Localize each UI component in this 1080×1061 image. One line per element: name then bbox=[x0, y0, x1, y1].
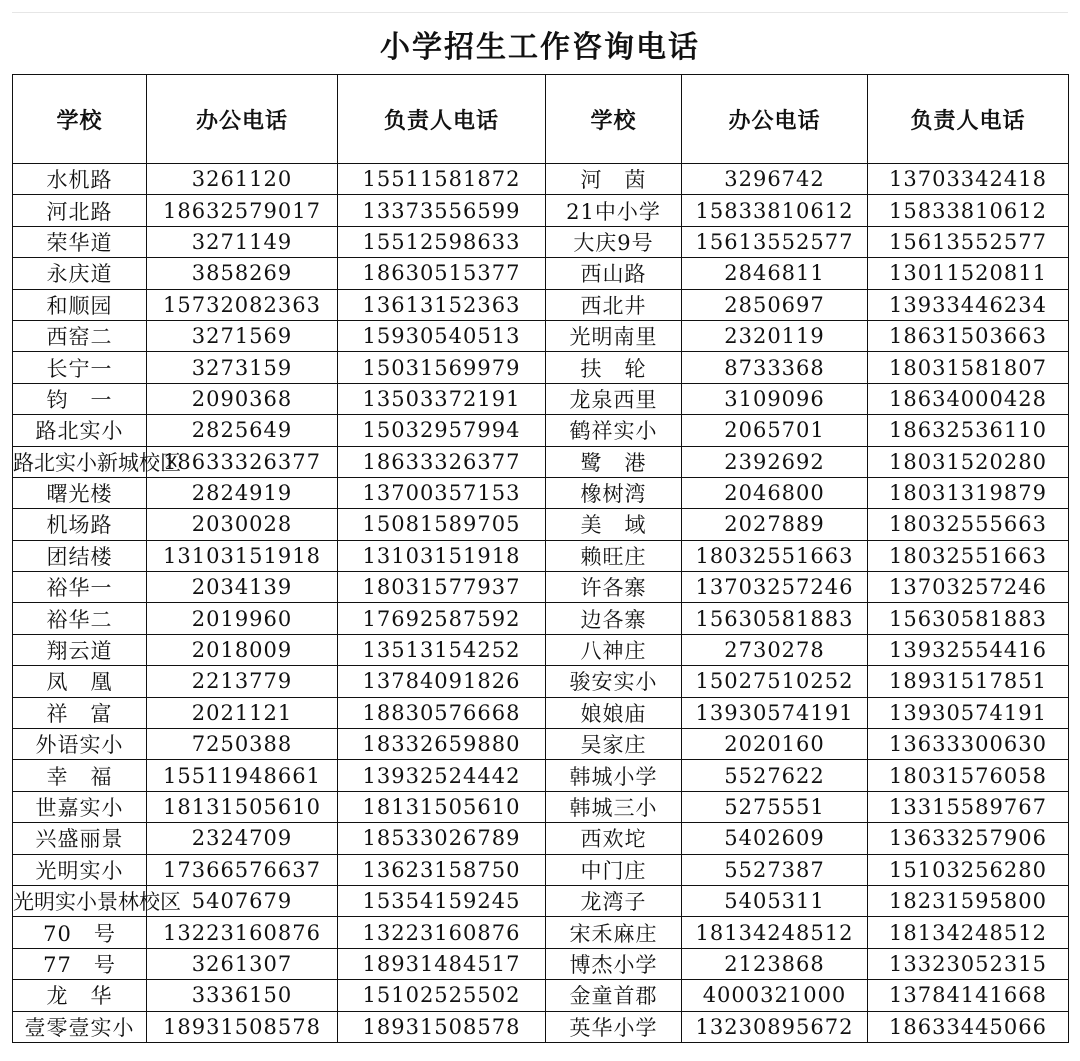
cell-contact-phone-right: 18634000428 bbox=[868, 383, 1069, 414]
cell-contact-phone-left: 15081589705 bbox=[338, 509, 546, 540]
cell-contact-phone-right: 18031576058 bbox=[868, 760, 1069, 791]
cell-school-right: 大庆9号 bbox=[546, 226, 682, 257]
table-row bbox=[13, 980, 1069, 1011]
table-row bbox=[13, 885, 1069, 916]
table-row bbox=[13, 195, 1069, 226]
header-row bbox=[13, 75, 1069, 164]
header-office-right: 办公电话 bbox=[682, 75, 868, 164]
cell-contact-phone-left: 15512598633 bbox=[338, 226, 546, 257]
cell-office-phone-left: 2034139 bbox=[147, 572, 338, 603]
cell-school-right: 西北井 bbox=[546, 289, 682, 320]
cell-office-phone-right: 15027510252 bbox=[682, 666, 868, 697]
cell-school-left: 兴盛丽景 bbox=[13, 823, 147, 854]
cell-office-phone-right: 15630581883 bbox=[682, 603, 868, 634]
table-row bbox=[13, 352, 1069, 383]
cell-office-phone-right: 5402609 bbox=[682, 823, 868, 854]
cell-office-phone-left: 2018009 bbox=[147, 634, 338, 665]
cell-office-phone-right: 2846811 bbox=[682, 258, 868, 289]
cell-school-left: 世嘉实小 bbox=[13, 791, 147, 822]
cell-contact-phone-left: 18931484517 bbox=[338, 948, 546, 979]
cell-office-phone-left: 3261307 bbox=[147, 948, 338, 979]
cell-office-phone-right: 3109096 bbox=[682, 383, 868, 414]
table-row bbox=[13, 697, 1069, 728]
cell-office-phone-left: 17366576637 bbox=[147, 854, 338, 885]
cell-contact-phone-left: 15354159245 bbox=[338, 885, 546, 916]
cell-contact-phone-left: 13932524442 bbox=[338, 760, 546, 791]
cell-office-phone-left: 2324709 bbox=[147, 823, 338, 854]
cell-office-phone-left: 13103151918 bbox=[147, 540, 338, 571]
cell-school-right: 扶 轮 bbox=[546, 352, 682, 383]
cell-office-phone-left: 15511948661 bbox=[147, 760, 338, 791]
cell-contact-phone-right: 15630581883 bbox=[868, 603, 1069, 634]
cell-office-phone-left: 18633326377 bbox=[147, 446, 338, 477]
cell-office-phone-left: 18131505610 bbox=[147, 791, 338, 822]
table-row bbox=[13, 572, 1069, 603]
cell-contact-phone-right: 13932554416 bbox=[868, 634, 1069, 665]
cell-office-phone-left: 7250388 bbox=[147, 729, 338, 760]
cell-school-right: 八神庄 bbox=[546, 634, 682, 665]
cell-contact-phone-right: 13323052315 bbox=[868, 948, 1069, 979]
cell-school-right: 边各寨 bbox=[546, 603, 682, 634]
table-row bbox=[13, 729, 1069, 760]
cell-office-phone-right: 2020160 bbox=[682, 729, 868, 760]
cell-office-phone-right: 2730278 bbox=[682, 634, 868, 665]
cell-school-left: 荣华道 bbox=[13, 226, 147, 257]
cell-school-left: 钧 一 bbox=[13, 383, 147, 414]
cell-office-phone-left: 2021121 bbox=[147, 697, 338, 728]
cell-contact-phone-right: 13703342418 bbox=[868, 164, 1069, 195]
cell-office-phone-right: 15613552577 bbox=[682, 226, 868, 257]
cell-school-left: 壹零壹实小 bbox=[13, 1011, 147, 1042]
table-row bbox=[13, 603, 1069, 634]
cell-school-right: 赖旺庄 bbox=[546, 540, 682, 571]
cell-contact-phone-left: 13784091826 bbox=[338, 666, 546, 697]
cell-school-left: 凤 凰 bbox=[13, 666, 147, 697]
cell-office-phone-left: 13223160876 bbox=[147, 917, 338, 948]
table-row bbox=[13, 854, 1069, 885]
cell-school-right: 鹤祥实小 bbox=[546, 415, 682, 446]
cell-school-left: 祥 富 bbox=[13, 697, 147, 728]
cell-contact-phone-left: 13503372191 bbox=[338, 383, 546, 414]
document-sheet bbox=[12, 12, 1068, 1052]
cell-office-phone-right: 15833810612 bbox=[682, 195, 868, 226]
table-body bbox=[13, 164, 1069, 1043]
cell-office-phone-right: 2065701 bbox=[682, 415, 868, 446]
cell-office-phone-left: 2213779 bbox=[147, 666, 338, 697]
cell-office-phone-left: 2019960 bbox=[147, 603, 338, 634]
cell-office-phone-left: 2824919 bbox=[147, 477, 338, 508]
cell-contact-phone-right: 18032551663 bbox=[868, 540, 1069, 571]
cell-school-right: 博杰小学 bbox=[546, 948, 682, 979]
cell-school-right: 韩城小学 bbox=[546, 760, 682, 791]
cell-school-left: 裕华一 bbox=[13, 572, 147, 603]
cell-school-right: 河 茵 bbox=[546, 164, 682, 195]
cell-office-phone-right: 18032551663 bbox=[682, 540, 868, 571]
table-row bbox=[13, 258, 1069, 289]
cell-office-phone-right: 13703257246 bbox=[682, 572, 868, 603]
cell-school-left: 70 号 bbox=[13, 917, 147, 948]
cell-school-left: 西窑二 bbox=[13, 320, 147, 351]
table-row bbox=[13, 791, 1069, 822]
cell-contact-phone-right: 18031319879 bbox=[868, 477, 1069, 508]
cell-school-left: 长宁一 bbox=[13, 352, 147, 383]
cell-contact-phone-left: 18633326377 bbox=[338, 446, 546, 477]
cell-school-right: 宋禾麻庄 bbox=[546, 917, 682, 948]
table-row bbox=[13, 509, 1069, 540]
table-row bbox=[13, 823, 1069, 854]
cell-contact-phone-left: 18332659880 bbox=[338, 729, 546, 760]
cell-school-left: 水机路 bbox=[13, 164, 147, 195]
cell-school-right: 鹭 港 bbox=[546, 446, 682, 477]
cell-contact-phone-left: 15032957994 bbox=[338, 415, 546, 446]
table-row bbox=[13, 634, 1069, 665]
table-row bbox=[13, 760, 1069, 791]
table-row bbox=[13, 1011, 1069, 1042]
cell-office-phone-left: 3336150 bbox=[147, 980, 338, 1011]
cell-contact-phone-right: 15103256280 bbox=[868, 854, 1069, 885]
cell-office-phone-right: 5527387 bbox=[682, 854, 868, 885]
cell-office-phone-left: 2090368 bbox=[147, 383, 338, 414]
cell-school-left: 永庆道 bbox=[13, 258, 147, 289]
cell-school-left: 外语实小 bbox=[13, 729, 147, 760]
cell-contact-phone-right: 13633300630 bbox=[868, 729, 1069, 760]
cell-office-phone-right: 5275551 bbox=[682, 791, 868, 822]
cell-office-phone-right: 2320119 bbox=[682, 320, 868, 351]
cell-office-phone-right: 2850697 bbox=[682, 289, 868, 320]
cell-school-left: 裕华二 bbox=[13, 603, 147, 634]
cell-school-left: 龙 华 bbox=[13, 980, 147, 1011]
cell-contact-phone-right: 13315589767 bbox=[868, 791, 1069, 822]
cell-school-left: 路北实小新城校区 bbox=[13, 446, 147, 477]
cell-school-right: 龙湾子 bbox=[546, 885, 682, 916]
cell-office-phone-left: 3271149 bbox=[147, 226, 338, 257]
cell-contact-phone-right: 13933446234 bbox=[868, 289, 1069, 320]
cell-contact-phone-right: 18931517851 bbox=[868, 666, 1069, 697]
cell-school-left: 曙光楼 bbox=[13, 477, 147, 508]
cell-office-phone-left: 5407679 bbox=[147, 885, 338, 916]
cell-contact-phone-left: 17692587592 bbox=[338, 603, 546, 634]
cell-school-right: 西欢坨 bbox=[546, 823, 682, 854]
cell-school-right: 韩城三小 bbox=[546, 791, 682, 822]
header-contact-left: 负责人电话 bbox=[338, 75, 546, 164]
cell-contact-phone-right: 18031520280 bbox=[868, 446, 1069, 477]
cell-contact-phone-left: 13513154252 bbox=[338, 634, 546, 665]
cell-school-right: 吴家庄 bbox=[546, 729, 682, 760]
cell-school-right: 金童首郡 bbox=[546, 980, 682, 1011]
cell-office-phone-left: 18931508578 bbox=[147, 1011, 338, 1042]
cell-contact-phone-left: 13613152363 bbox=[338, 289, 546, 320]
table-row bbox=[13, 383, 1069, 414]
cell-contact-phone-left: 18031577937 bbox=[338, 572, 546, 603]
cell-office-phone-left: 3271569 bbox=[147, 320, 338, 351]
table-row bbox=[13, 164, 1069, 195]
cell-contact-phone-right: 18134248512 bbox=[868, 917, 1069, 948]
cell-school-right: 龙泉西里 bbox=[546, 383, 682, 414]
header-school-right: 学校 bbox=[546, 75, 682, 164]
cell-school-right: 橡树湾 bbox=[546, 477, 682, 508]
cell-school-right: 英华小学 bbox=[546, 1011, 682, 1042]
cell-school-left: 77 号 bbox=[13, 948, 147, 979]
cell-school-left: 团结楼 bbox=[13, 540, 147, 571]
cell-school-left: 机场路 bbox=[13, 509, 147, 540]
cell-school-right: 许各寨 bbox=[546, 572, 682, 603]
table-row bbox=[13, 289, 1069, 320]
cell-contact-phone-right: 15613552577 bbox=[868, 226, 1069, 257]
table-row bbox=[13, 477, 1069, 508]
cell-office-phone-left: 3261120 bbox=[147, 164, 338, 195]
cell-school-left: 光明实小 bbox=[13, 854, 147, 885]
header-office-left: 办公电话 bbox=[147, 75, 338, 164]
phone-table bbox=[12, 74, 1069, 1043]
cell-office-phone-right: 8733368 bbox=[682, 352, 868, 383]
cell-contact-phone-right: 13930574191 bbox=[868, 697, 1069, 728]
cell-school-left: 光明实小景林校区 bbox=[13, 885, 147, 916]
cell-school-right: 西山路 bbox=[546, 258, 682, 289]
cell-contact-phone-left: 15102525502 bbox=[338, 980, 546, 1011]
cell-office-phone-right: 5527622 bbox=[682, 760, 868, 791]
table-row bbox=[13, 320, 1069, 351]
cell-contact-phone-right: 13784141668 bbox=[868, 980, 1069, 1011]
cell-contact-phone-left: 13223160876 bbox=[338, 917, 546, 948]
table-row bbox=[13, 948, 1069, 979]
cell-office-phone-left: 2030028 bbox=[147, 509, 338, 540]
cell-office-phone-right: 13230895672 bbox=[682, 1011, 868, 1042]
cell-office-phone-right: 2027889 bbox=[682, 509, 868, 540]
table-row bbox=[13, 226, 1069, 257]
cell-office-phone-right: 13930574191 bbox=[682, 697, 868, 728]
table-row bbox=[13, 446, 1069, 477]
cell-contact-phone-left: 13373556599 bbox=[338, 195, 546, 226]
cell-contact-phone-left: 13103151918 bbox=[338, 540, 546, 571]
table-row bbox=[13, 666, 1069, 697]
cell-office-phone-right: 4000321000 bbox=[682, 980, 868, 1011]
cell-school-right: 21中小学 bbox=[546, 195, 682, 226]
cell-contact-phone-left: 13623158750 bbox=[338, 854, 546, 885]
cell-contact-phone-left: 18131505610 bbox=[338, 791, 546, 822]
cell-office-phone-left: 3858269 bbox=[147, 258, 338, 289]
cell-contact-phone-left: 18630515377 bbox=[338, 258, 546, 289]
table-row bbox=[13, 917, 1069, 948]
cell-contact-phone-right: 15833810612 bbox=[868, 195, 1069, 226]
cell-school-left: 幸 福 bbox=[13, 760, 147, 791]
cell-contact-phone-right: 18632536110 bbox=[868, 415, 1069, 446]
cell-contact-phone-right: 13011520811 bbox=[868, 258, 1069, 289]
cell-contact-phone-right: 18032555663 bbox=[868, 509, 1069, 540]
cell-office-phone-right: 2392692 bbox=[682, 446, 868, 477]
cell-contact-phone-right: 18633445066 bbox=[868, 1011, 1069, 1042]
cell-contact-phone-left: 15031569979 bbox=[338, 352, 546, 383]
table-row bbox=[13, 415, 1069, 446]
cell-contact-phone-left: 15511581872 bbox=[338, 164, 546, 195]
cell-contact-phone-right: 13633257906 bbox=[868, 823, 1069, 854]
cell-school-right: 光明南里 bbox=[546, 320, 682, 351]
cell-contact-phone-right: 18031581807 bbox=[868, 352, 1069, 383]
header-contact-right: 负责人电话 bbox=[868, 75, 1069, 164]
cell-contact-phone-right: 13703257246 bbox=[868, 572, 1069, 603]
cell-office-phone-right: 2046800 bbox=[682, 477, 868, 508]
cell-school-right: 骏安实小 bbox=[546, 666, 682, 697]
cell-school-left: 路北实小 bbox=[13, 415, 147, 446]
table-row bbox=[13, 540, 1069, 571]
cell-contact-phone-left: 18931508578 bbox=[338, 1011, 546, 1042]
cell-school-left: 和顺园 bbox=[13, 289, 147, 320]
cell-contact-phone-right: 18231595800 bbox=[868, 885, 1069, 916]
cell-school-right: 美 域 bbox=[546, 509, 682, 540]
cell-office-phone-right: 2123868 bbox=[682, 948, 868, 979]
cell-school-left: 翔云道 bbox=[13, 634, 147, 665]
cell-contact-phone-left: 15930540513 bbox=[338, 320, 546, 351]
cell-school-right: 中门庄 bbox=[546, 854, 682, 885]
page-title: 小学招生工作咨询电话 bbox=[12, 12, 1068, 75]
cell-office-phone-right: 18134248512 bbox=[682, 917, 868, 948]
cell-office-phone-left: 15732082363 bbox=[147, 289, 338, 320]
cell-office-phone-right: 5405311 bbox=[682, 885, 868, 916]
cell-contact-phone-left: 18533026789 bbox=[338, 823, 546, 854]
cell-office-phone-left: 18632579017 bbox=[147, 195, 338, 226]
cell-contact-phone-right: 18631503663 bbox=[868, 320, 1069, 351]
cell-office-phone-left: 2825649 bbox=[147, 415, 338, 446]
cell-office-phone-right: 3296742 bbox=[682, 164, 868, 195]
cell-contact-phone-left: 18830576668 bbox=[338, 697, 546, 728]
cell-contact-phone-left: 13700357153 bbox=[338, 477, 546, 508]
cell-school-left: 河北路 bbox=[13, 195, 147, 226]
cell-school-right: 娘娘庙 bbox=[546, 697, 682, 728]
cell-office-phone-left: 3273159 bbox=[147, 352, 338, 383]
header-school-left: 学校 bbox=[13, 75, 147, 164]
